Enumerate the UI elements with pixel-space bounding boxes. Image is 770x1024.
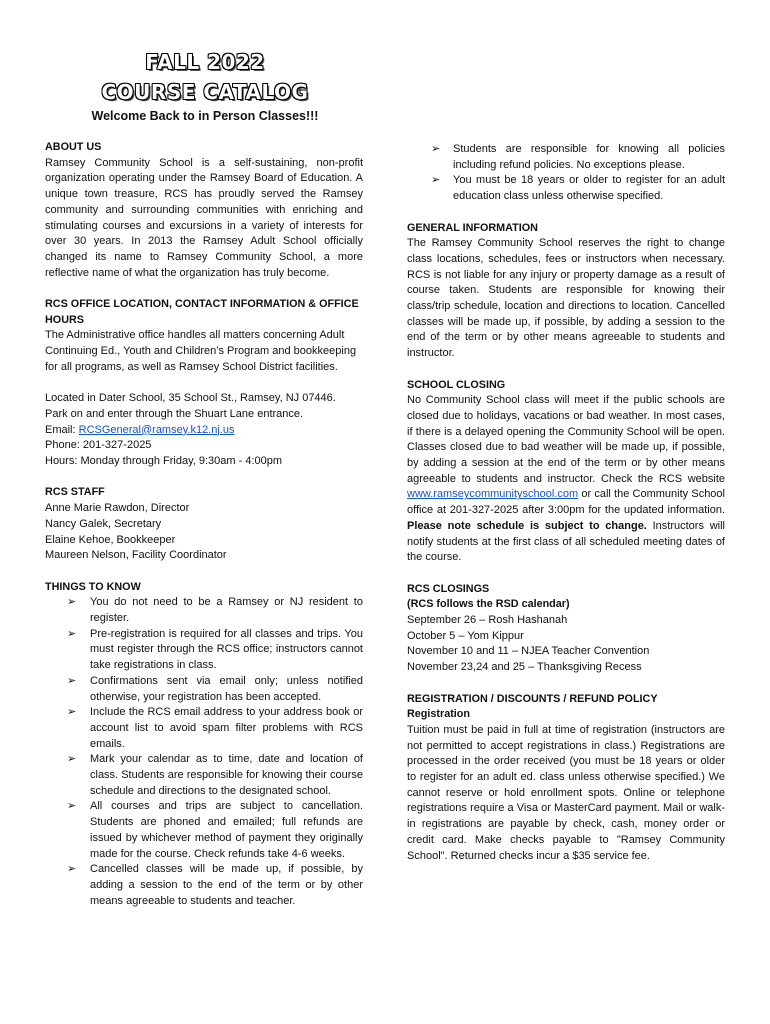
office-parking: Park on and enter through the Shuart Lane entrance. [45, 407, 304, 420]
list-item: ➢ All courses and trips are subject to cancellation. Students are phoned and emailed; full refunds are issued by whichever method of payment they originally made for the course. Check refunds take 4-6 weeks. [67, 800, 363, 860]
office-text: The Administrative office handles all matters concerning Adult Continuing Ed., Youth and Children’s Program and bookkeeping for all programs, as well as Ramsey School District facilities. [45, 329, 357, 373]
list-item: ➢ Pre-registration is required for all classes and trips. You must register through the RCS office; instructors cannot take registrations in class. [67, 627, 363, 672]
about-text: Ramsey Community School is a self-sustaining, non-profit organization operating under the Ramsey Board of Education. A unique town treasure, RCS has proudly served the Ramsey community and surrounding communities with enriching and stimulating courses and excursions in a variety of interests for over 30 years. In 2013 the Ramsey Adult School officially changed its name to Ramsey Community School, a more reflective name of what the organization has truly become. [45, 156, 363, 279]
closings-heading: RCS CLOSINGS [407, 582, 490, 595]
arrow-bullet-icon: ➢ [67, 674, 77, 687]
staff-member: Maureen Nelson, Facility Coordinator [45, 549, 227, 562]
staff-heading: RCS STAFF [45, 486, 105, 499]
office-hours: Hours: Monday through Friday, 9:30am - 4:00pm [45, 455, 283, 468]
list-item: ➢ Mark your calendar as to time, date and location of class. Students are responsible for knowing their course schedule and directions to the designated school. [67, 753, 363, 797]
list-item: ➢ Students are responsible for knowing all policies including refund policies. No exceptions please. [431, 143, 725, 171]
website-link[interactable]: www.ramseycommunityschool.com [407, 488, 579, 501]
general-text: The Ramsey Community School reserves the right to change class locations, schedules, fees or instructors when necessary. RCS is not liable for any injury or property damage as a result of course taken. Students are responsible for knowing their class/trip schedule, location and directions to location. Cancelled classes will be made up, if possible, by adding a session to the end of the term or by other means agreeable to students and instructor. [407, 237, 725, 360]
office-email-line [45, 423, 363, 439]
list-item: ➢ You must be 18 years or older to register for an adult education class unless otherwise specified. [431, 174, 725, 203]
welcome-banner: Welcome Back to in Person Classes!!! [91, 109, 319, 123]
closing-date: November 10 and 11 – NJEA Teacher Convention [407, 645, 650, 658]
right-column [407, 142, 725, 864]
closing-date: September 26 – Rosh Hashanah [407, 614, 568, 627]
closings-subheading: (RCS follows the RSD calendar) [407, 598, 570, 611]
arrow-bullet-icon: ➢ [431, 143, 441, 155]
office-phone: Phone: 201-327-2025 [45, 439, 152, 452]
staff-member: Nancy Galek, Secretary [45, 517, 162, 530]
about-heading: ABOUT US [45, 141, 102, 153]
things-list [45, 595, 363, 909]
list-item: ➢ Include the RCS email address to your address book or account list to avoid spam filter problems with RCS emails. [67, 706, 363, 750]
office-heading: RCS OFFICE LOCATION, CONTACT INFORMATION & OFFICE HOURS [45, 298, 359, 326]
things-heading: THINGS TO KNOW [45, 580, 141, 593]
closing-date: November 23,24 and 25 – Thanksgiving Recess [407, 661, 642, 674]
general-heading: GENERAL INFORMATION [407, 221, 538, 234]
email-label: Email: [45, 423, 79, 436]
closing-date: October 5 – Yom Kippur [407, 629, 524, 642]
catalog-title-season: FALL 2022 [145, 50, 265, 74]
staff-member: Elaine Kehoe, Bookkeeper [45, 533, 176, 546]
arrow-bullet-icon: ➢ [67, 800, 77, 813]
closing-text: No Community School class will meet if the public schools are closed due to holidays, vacations or bad weather. In most cases, if there is a delayed opening the Community School will be open. Classes closed due to bad weather will be made up, if possible, by adding a session at the end of the term or by other means agreeable to students and instructor. Check the RCS website www.ramseycommunityschool.com or call the Community School office at 201-327-2025 after 3:00pm for the updated information. Please note schedule is subject to change. Instructors will notify students at the first class of all scheduled meeting dates of the course. [407, 394, 725, 564]
registration-heading: REGISTRATION / DISCOUNTS / REFUND POLICY [407, 692, 658, 705]
list-item: ➢ You do not need to be a Ramsey or NJ resident to register. [67, 596, 363, 625]
list-item: ➢ Confirmations sent via email only; unless notified otherwise, your registration has been accepted. [67, 674, 363, 703]
registration-subheading: Registration [407, 708, 470, 721]
arrow-bullet-icon: ➢ [67, 863, 77, 876]
closing-heading: SCHOOL CLOSING [407, 378, 506, 391]
arrow-bullet-icon: ➢ [67, 627, 77, 640]
registration-text: Tuition must be paid in full at time of registration (instructors are not permitted to accept registrations in class.) Registrations are processed in the order received (you must be 18 years or older to register for an adult ed. class unless otherwise specified.) We cannot reserve or hold enrollment spots. Online or telephone registrations require a Visa or MasterCard payment. Mail or walk-in registrations are payable by check, cash, money order or credit card. Make checks payable to "Ramsey Community School". Returned checks incur a $35 service fee. [407, 723, 725, 862]
email-link[interactable]: RCSGeneral@ramsey.k12.nj.us [78, 423, 235, 436]
staff-member: Anne Marie Rawdon, Director [45, 502, 190, 515]
arrow-bullet-icon: ➢ [67, 753, 77, 766]
arrow-bullet-icon: ➢ [431, 174, 441, 187]
arrow-bullet-icon: ➢ [67, 596, 77, 609]
list-item: ➢ Cancelled classes will be made up, if possible, by adding a session to the end of the term or by other means agreeable to students and teacher. [67, 863, 363, 907]
arrow-bullet-icon: ➢ [67, 706, 77, 719]
office-location: Located in Dater School, 35 School St., Ramsey, NJ 07446. [45, 392, 336, 405]
catalog-title: COURSE CATALOG [101, 80, 309, 104]
left-column [45, 140, 363, 909]
schedule-note: Please note schedule is subject to change. [407, 519, 647, 532]
things-list-continued [407, 142, 725, 205]
